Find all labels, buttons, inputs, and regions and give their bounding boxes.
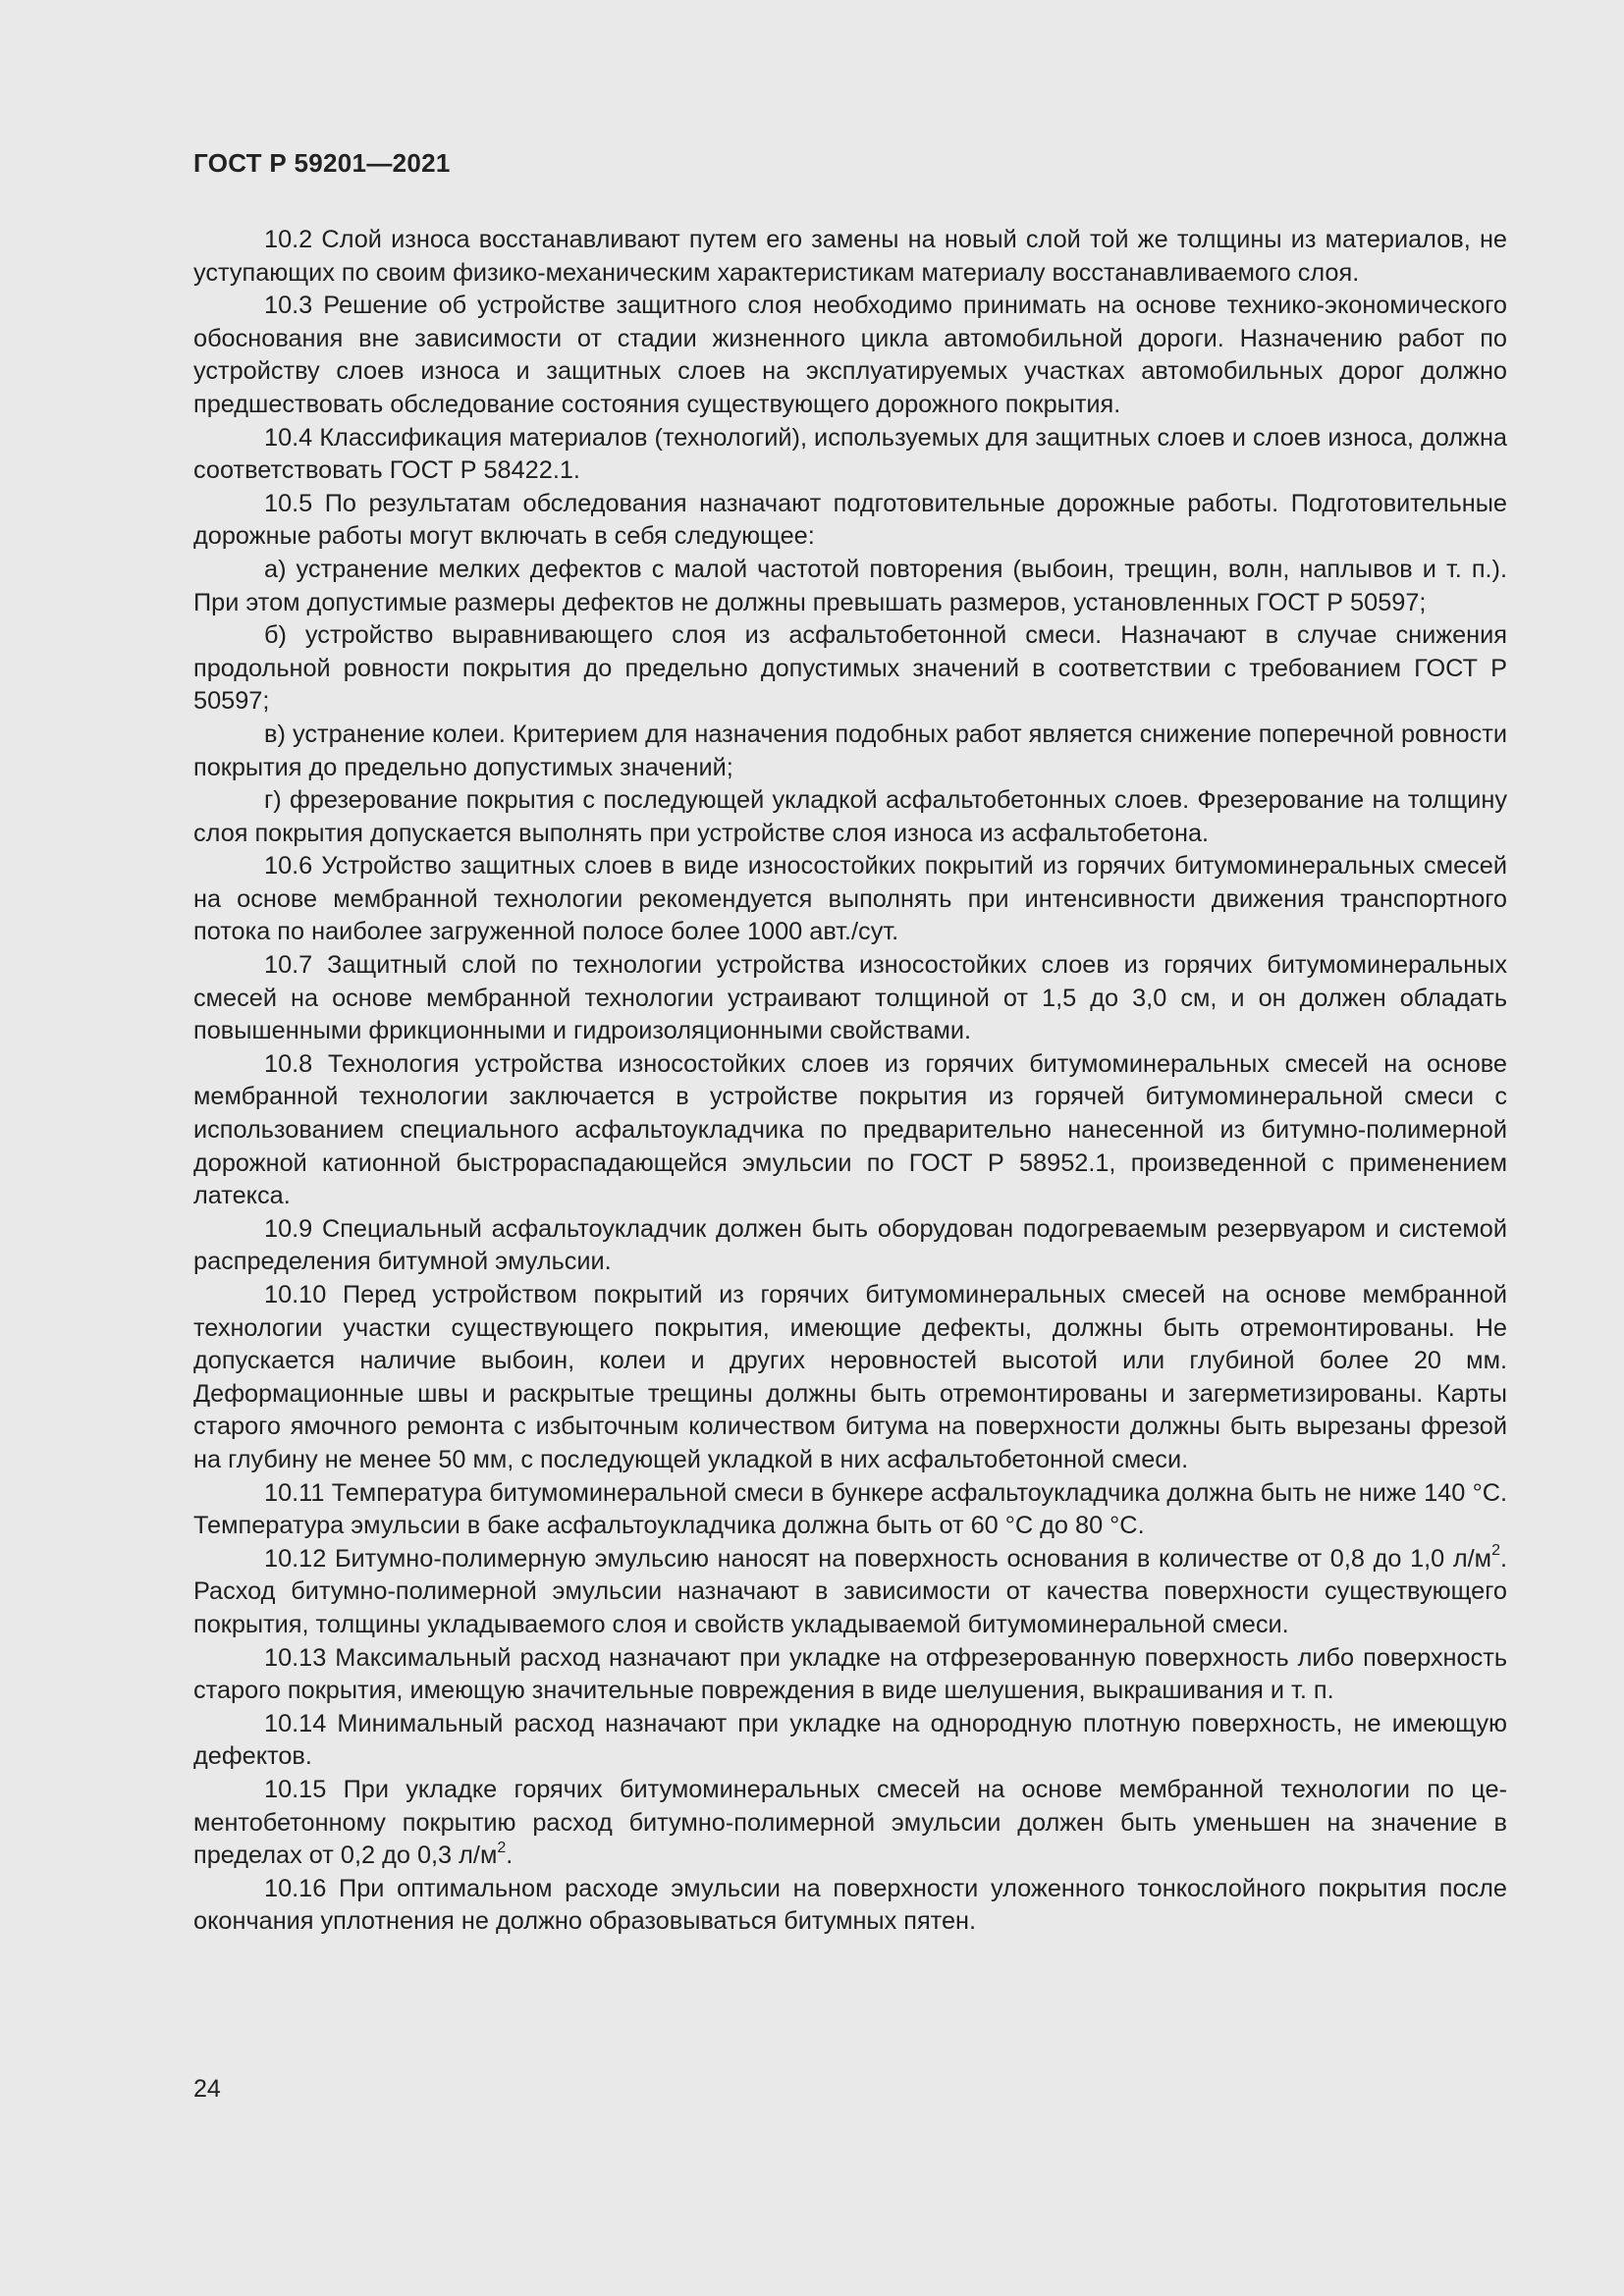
paragraph-10-4: 10.4 Классификация материалов (технологий), используемых для защитных слоев и слоев износа, должна соответствовать ГОСТ Р 58422.1. bbox=[193, 423, 1507, 485]
paragraph-10-11: 10.11 Температура битумоминеральной смеси в бункере асфальтоукладчика должна быть не ниже 140 °С. Температура эмульсии в баке асфальтоукладчика должна быть от 60 °С до 80 °С. bbox=[193, 1478, 1507, 1540]
paragraph-10-15: 10.15 При укладке горячих битумоминеральных смесей на основе мембранной технологии по цементобетонному покрытию расход битумно-полимерной эмульсии должен быть уменьшен на значение в пределах от 0,2 до 0,3 $л/м^2$. bbox=[193, 1775, 1507, 1870]
list-item-b: б) устройство выравнивающего слоя из асфальтобетонной смеси. Назначают в случае снижения продольной ровности покрытия до предельно допустимых значений в соответствии с требованием ГОСТ Р 50597; bbox=[193, 621, 1507, 716]
list-item-v: в) устранение колеи. Критерием для назначения подобных работ является снижение поперечной ровности покрытия до предельно допустимых значений; bbox=[193, 720, 1507, 781]
paragraph-10-16: 10.16 При оптимальном расходе эмульсии на поверхности уложенного тонкослойного покрытия после окончания уплотнения не должно образовываться битумных пятен. bbox=[193, 1874, 1507, 1936]
paragraph-10-7: 10.7 Защитный слой по технологии устройства износостойких слоев из горячих битумоминеральных смесей на основе мембранной технологии устраивают толщиной от 1,5 до 3,0 см, и он должен обладать повышенными фрикционными и гидроизоляционными свойствами. bbox=[193, 951, 1507, 1045]
document-body bbox=[193, 224, 1507, 1939]
paragraph-10-5: 10.5 По результатам обследования назначают подготовительные дорожные работы. Подготовительные дорожные работы могут включать в себя следующее: bbox=[193, 489, 1507, 551]
page-number: 24 bbox=[193, 2075, 221, 2103]
paragraph-10-8: 10.8 Технология устройства износостойких слоев из горячих битумоминеральных смесей на основе мембранной технологии заключается в устройстве покрытия из горячей битумоминеральной смеси с использованием специального асфальтоукладчика по предварительно нанесенной из битумно-полимерной дорожной катионной быстрораспадающейся эмульсии по ГОСТ Р 58952.1, произведенной с применением латекса. bbox=[193, 1049, 1507, 1210]
paragraph-10-2: 10.2 Слой износа восстанавливают путем его замены на новый слой той же толщины из материалов, не уступающих по своим физико-механическим характеристикам материалу восстанавливаемого слоя. bbox=[193, 226, 1507, 287]
paragraph-10-3: 10.3 Решение об устройстве защитного слоя необходимо принимать на основе технико-экономического обоснования вне зависимости от стадии жизненного цикла автомобильной дороги. Назначению работ по устройству слоев износа и защитных слоев на эксплуатируемых участках автомобильных дорог должно предшествовать обследование состояния существующего дорожного покрытия. bbox=[193, 292, 1507, 418]
paragraph-10-10: 10.10 Перед устройством покрытий из горячих битумоминеральных смесей на основе мембранной технологии участки существующего покрытия, имеющие дефекты, должны быть отремонтированы. Не допускается наличие выбоин, колеи и других неровностей высотой или глубиной более 20 мм. Деформационные швы и раскрытые трещины должны быть отремонтированы и загерметизированы. Карты старого ямочного ремонта с избыточным количеством битума на поверхности должны быть вырезаны фрезой на глубину не менее 50 мм, с последующей укладкой в них асфальтобетонной смеси. bbox=[193, 1281, 1507, 1473]
paragraph-10-9: 10.9 Специальный асфальтоукладчик должен быть оборудован подогреваемым резервуаром и системой распределения битумной эмульсии. bbox=[193, 1214, 1507, 1276]
superscript: 2 bbox=[497, 1839, 507, 1856]
paragraph-10-6: 10.6 Устройство защитных слоев в виде износостойких покрытий из горячих битумоминеральных смесей на основе мембранной технологии рекомендуется выполнять при интенсивности движения транспортного потока по наиболее загруженной полосе более 1000 авт./сут. bbox=[193, 852, 1507, 946]
document-code-header: ГОСТ Р 59201—2021 bbox=[193, 148, 451, 178]
paragraph-10-13: 10.13 Максимальный расход назначают при укладке на отфрезерованную поверхность либо поверхность старого покрытия, имеющую значительные повреждения в виде шелушения, выкрашивания и т. п. bbox=[193, 1643, 1507, 1705]
paragraph-10-14: 10.14 Минимальный расход назначают при укладке на однородную плотную поверхность, не имеющую дефектов. bbox=[193, 1709, 1507, 1771]
superscript: 2 bbox=[1491, 1542, 1500, 1560]
list-item-g: г) фрезерование покрытия с последующей укладкой асфальтобетонных слоев. Фрезерование на толщину слоя покрытия допускается выполнять при устройстве слоя износа из асфальтобетона. bbox=[193, 786, 1507, 847]
paragraph-10-12: 10.12 Битумно-полимерную эмульсию наносят на поверхность основания в количестве от 0,8 до 1,0 $л/м^2$. Расход битумно-полимерной эмульсии назначают в зависимости от качества поверхности существующего покрытия, толщины укладываемого слоя и свойств укладываемой битумоминеральной смеси. bbox=[193, 1542, 1507, 1638]
list-item-a: а) устранение мелких дефектов с малой частотой повторения (выбоин, трещин, волн, наплывов и т. п.). При этом допустимые размеры дефектов не должны превышать размеров, установленных ГОСТ Р 50597; bbox=[193, 555, 1507, 616]
